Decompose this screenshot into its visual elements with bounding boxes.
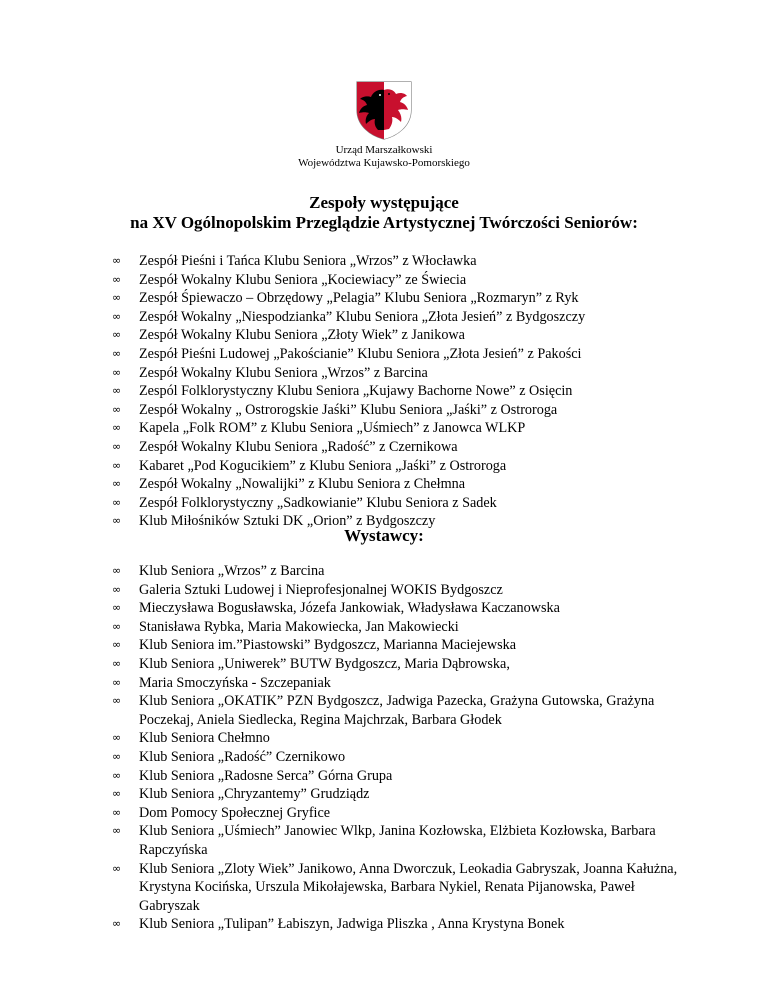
exhibitor-item-text: Klub Seniora „Radość” Czernikowo	[139, 748, 346, 765]
performer-item-text: Klub Miłośników Sztuki DK „Orion” z Bydgoszczy	[139, 513, 436, 530]
performer-item-text: Zespół Folklorystyczny „Sadkowianie” Klubu Seniora z Sadek	[139, 494, 497, 511]
performer-item	[112, 271, 682, 290]
performer-item	[112, 457, 682, 476]
performer-item-text: Zespól Folklorystyczny Klubu Seniora „Kujawy Bachorne Nowe” z Osięcin	[139, 383, 573, 400]
bullet-icon: ∞	[112, 495, 122, 509]
bullet-icon: ∞	[112, 917, 122, 931]
exhibitor-item	[112, 748, 682, 767]
performer-item-text: Zespół Wokalny „Nowalijki” z Klubu Seniora z Chełmna	[139, 476, 466, 493]
performer-item	[112, 382, 682, 401]
performer-item	[112, 475, 682, 494]
exhibitor-item	[112, 822, 682, 859]
performer-item-text: Zespół Wokalny Klubu Seniora „Wrzos” z Barcina	[139, 364, 428, 381]
bullet-icon: ∞	[112, 421, 122, 435]
title-line-2: na XV Ogólnopolskim Przeglądzie Artystycznej Twórczości Seniorów:	[130, 213, 638, 232]
bullet-icon: ∞	[112, 272, 122, 286]
exhibitor-item	[112, 915, 682, 934]
exhibitor-item-text: Klub Seniora „Radosne Serca” Górna Grupa	[139, 767, 393, 784]
bullet-icon: ∞	[112, 805, 122, 819]
bullet-icon: ∞	[112, 749, 122, 763]
bullet-icon: ∞	[112, 402, 122, 416]
bullet-icon: ∞	[112, 365, 122, 379]
exhibitor-item-text: Klub Seniora „Uniwerek” BUTW Bydgoszcz, Maria Dąbrowska,	[139, 655, 510, 672]
exhibitor-item	[112, 562, 682, 581]
exhibitor-item-text: Klub Seniora „Tulipan” Łabiszyn, Jadwiga Pliszka , Anna Krystyna Bonek	[139, 916, 565, 933]
performer-item-text: Kapela „Folk ROM” z Klubu Seniora „Uśmiech” z Janowca WLKP	[139, 420, 526, 437]
exhibitor-item-text: Klub Seniora „OKATIK” PZN Bydgoszcz, Jadwiga Pazecka, Grażyna Gutowska, Grażyna Poczekaj, Aniela Siedlecka, Regina Majchrzak, Barbara Głodek	[139, 693, 655, 728]
exhibitor-item-text: Klub Seniora „Zloty Wiek” Janikowo, Anna Dworczuk, Leokadia Gabryszak, Joanna Kałużna, Krystyna Kocińska, Urszula Mikołajewska, Barbara Nykiel, Renata Pijanowska, Paweł Gabryszak	[139, 860, 678, 914]
bullet-icon: ∞	[112, 582, 122, 596]
exhibitor-item-text: Stanisława Rybka, Maria Makowiecka, Jan Makowiecki	[139, 618, 459, 635]
bullet-icon: ∞	[112, 638, 122, 652]
exhibitor-item-text: Galeria Sztuki Ludowej i Nieprofesjonalnej WOKIS Bydgoszcz	[139, 581, 503, 598]
bullet-icon: ∞	[112, 675, 122, 689]
bullet-icon: ∞	[112, 656, 122, 670]
exhibitor-item	[112, 636, 682, 655]
performer-item-text: Zespół Wokalny „ Ostrorogskie Jaśki” Klubu Seniora „Jaśki” z Ostroroga	[139, 401, 558, 418]
exhibitor-item-text: Maria Smoczyńska - Szczepaniak	[139, 674, 331, 691]
exhibitor-item-text: Klub Seniora „Chryzantemy” Grudziądz	[139, 786, 370, 803]
performer-item	[112, 364, 682, 383]
exhibitor-item	[112, 785, 682, 804]
exhibitor-item-text: Klub Seniora „Uśmiech” Janowiec Wlkp, Janina Kozłowska, Elżbieta Kozłowska, Barbara Rapczyńska	[139, 823, 656, 858]
letterhead	[0, 80, 768, 170]
performer-item	[112, 438, 682, 457]
bullet-icon: ∞	[112, 328, 122, 342]
performer-item	[112, 419, 682, 438]
exhibitors-heading: Wystawcy:	[344, 526, 424, 545]
exhibitor-item	[112, 804, 682, 823]
performer-item-text: Zespół Pieśni i Tańca Klubu Seniora „Wrzos” z Włocławka	[139, 253, 477, 269]
exhibitor-item	[112, 674, 682, 693]
exhibitor-item	[112, 581, 682, 600]
performer-item-text: Kabaret „Pod Kogucikiem” z Klubu Seniora „Jaśki” z Ostroroga	[139, 457, 507, 474]
performer-item	[112, 401, 682, 420]
institution-name-line-1: Urząd Marszałkowski	[335, 144, 433, 156]
exhibitor-item-text: Klub Seniora „Wrzos” z Barcina	[139, 563, 325, 579]
exhibitor-item	[112, 655, 682, 674]
title-line-1: Zespoły występujące	[309, 193, 459, 212]
exhibitor-item-text: Dom Pomocy Społecznej Gryfice	[139, 804, 331, 821]
performer-item	[112, 252, 682, 271]
bullet-icon: ∞	[112, 346, 122, 360]
exhibitor-item-text: Klub Seniora Chełmno	[139, 730, 270, 747]
bullet-icon: ∞	[112, 787, 122, 801]
performer-item-text: Zespół Pieśni Ludowej „Pakościanie” Klubu Seniora „Złota Jesień” z Pakości	[139, 345, 582, 362]
institution-name-line-2: Województwa Kujawsko-Pomorskiego	[298, 157, 470, 169]
bullet-icon: ∞	[112, 768, 122, 782]
performer-item	[112, 494, 682, 513]
bullet-icon: ∞	[112, 309, 122, 323]
bullet-icon: ∞	[112, 458, 122, 472]
bullet-icon: ∞	[112, 861, 122, 875]
bullet-icon: ∞	[112, 601, 122, 615]
coat-of-arms-icon	[351, 80, 417, 140]
performer-item-text: Zespół Śpiewaczo – Obrzędowy „Pelagia” Klubu Seniora „Rozmaryn” z Ryk	[139, 290, 579, 307]
performer-item	[112, 345, 682, 364]
bullet-icon: ∞	[112, 824, 122, 838]
exhibitor-item	[112, 729, 682, 748]
bullet-icon: ∞	[112, 619, 122, 633]
bullet-icon: ∞	[112, 254, 122, 267]
performers-list	[112, 252, 682, 531]
bullet-icon: ∞	[112, 384, 122, 398]
exhibitor-item	[112, 860, 682, 916]
bullet-icon: ∞	[112, 514, 122, 528]
performer-item-text: Zespół Wokalny Klubu Seniora „Radość” z Czernikowa	[139, 438, 458, 455]
bullet-icon: ∞	[112, 291, 122, 305]
bullet-icon: ∞	[112, 694, 122, 708]
bullet-icon: ∞	[112, 439, 122, 453]
performer-item-text: Zespół Wokalny „Niespodzianka” Klubu Seniora „Złota Jesień” z Bydgoszczy	[139, 308, 586, 325]
performer-item-text: Zespół Wokalny Klubu Seniora „Kociewiacy” ze Świecia	[139, 271, 467, 288]
exhibitors-list	[112, 562, 682, 934]
document-title	[0, 193, 768, 233]
exhibitor-item	[112, 767, 682, 786]
bullet-icon: ∞	[112, 477, 122, 491]
performer-item	[112, 308, 682, 327]
exhibitor-item-text: Klub Seniora im.”Piastowski” Bydgoszcz, Marianna Maciejewska	[139, 637, 517, 654]
performer-item	[112, 289, 682, 308]
performer-item-text: Zespół Wokalny Klubu Seniora „Złoty Wiek” z Janikowa	[139, 327, 465, 344]
exhibitor-item	[112, 599, 682, 618]
bullet-icon: ∞	[112, 731, 122, 745]
exhibitor-item	[112, 618, 682, 637]
exhibitor-item	[112, 692, 682, 729]
bullet-icon: ∞	[112, 564, 122, 577]
performer-item	[112, 326, 682, 345]
exhibitor-item-text: Mieczysława Bogusławska, Józefa Jankowiak, Władysława Kaczanowska	[139, 600, 560, 617]
